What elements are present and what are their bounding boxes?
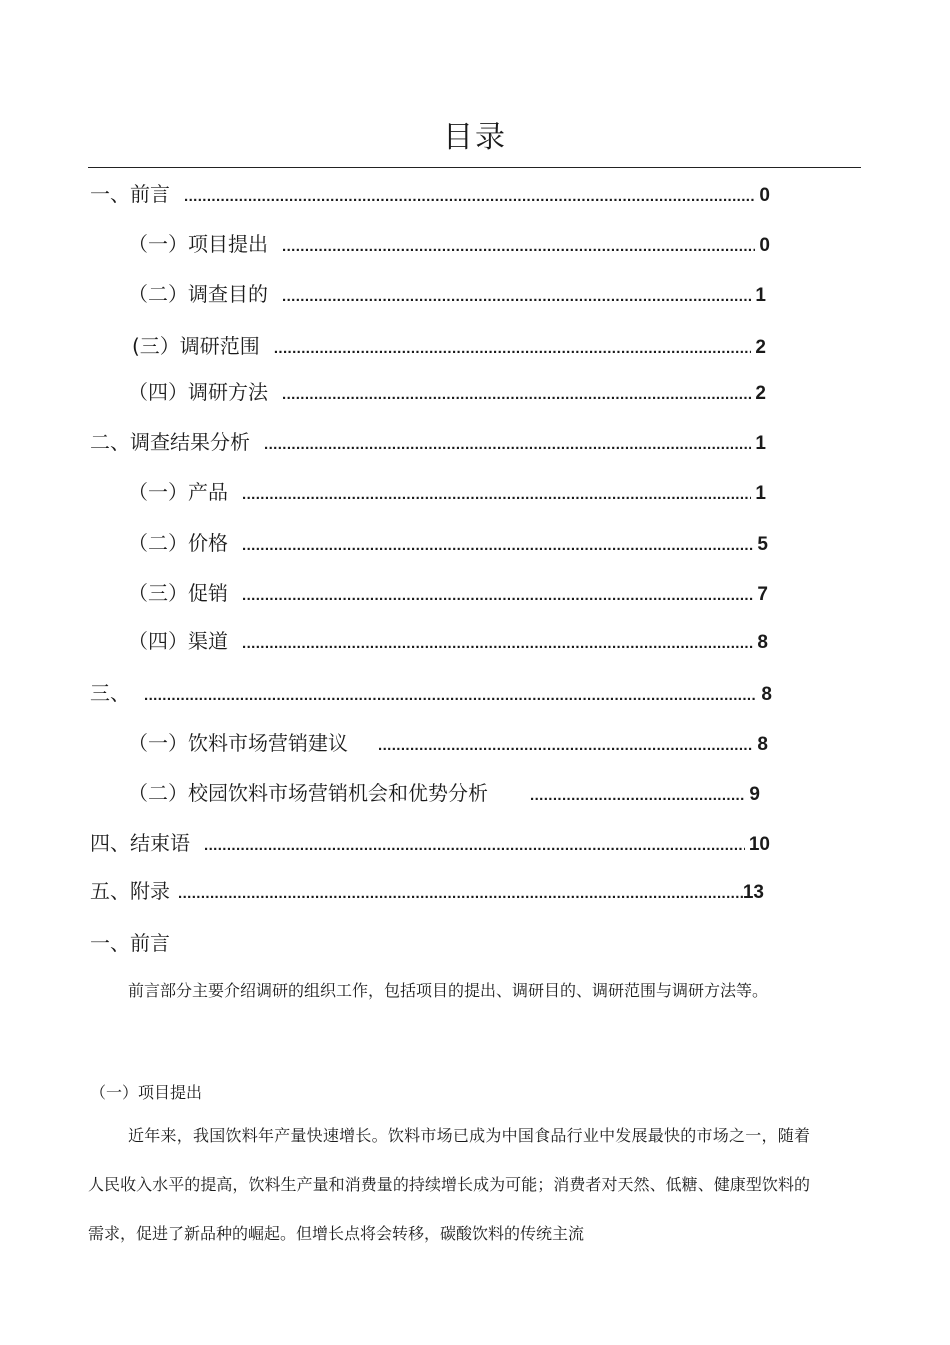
toc-entry-label: 一、前言 (90, 182, 170, 206)
toc-leader-dots (178, 885, 743, 902)
toc-leader-dots (264, 436, 751, 453)
toc-entry[interactable] (90, 677, 772, 707)
toc-leader-dots (242, 537, 753, 554)
toc-entry-label: （四）渠道 (128, 629, 228, 653)
toc-entry-page: 2 (755, 337, 766, 358)
toc-entry-page: 8 (761, 684, 772, 705)
toc-entry-label: （一）产品 (128, 480, 228, 504)
toc-entry-page: 7 (757, 584, 768, 605)
toc-entry-page: 9 (749, 784, 760, 805)
toc-entry[interactable] (128, 527, 768, 557)
toc-entry-label: （三）促销 (128, 581, 228, 605)
toc-entry-label: 四、结束语 (90, 831, 190, 855)
toc-entry[interactable] (128, 278, 766, 308)
toc-entry-page: 1 (755, 483, 766, 504)
toc-entry-label: （二）价格 (128, 531, 228, 555)
toc-leader-dots (184, 188, 755, 205)
toc-leader-dots (242, 635, 753, 652)
toc-leader-dots (242, 587, 753, 604)
toc-leader-dots (282, 238, 755, 255)
toc-entry-page: 10 (748, 834, 770, 855)
toc-entry[interactable] (90, 875, 764, 905)
body-paragraph: 近年来，我国饮料年产量快速增长。饮料市场已成为中国食品行业中发展最快的市场之一，随着人民收入水平的提高，饮料生产量和消费量的持续增长成为可能；消费者对天然、低糖、健康型饮料的需求，促进了新品种的崛起。但增长点将会转移，碳酸饮料的传统主流 (88, 1126, 810, 1243)
toc-leader-dots (282, 386, 751, 403)
toc-entry-page: 5 (757, 534, 768, 555)
toc-entry-page: 1 (755, 285, 766, 306)
toc-entry-page: 0 (759, 235, 770, 256)
toc-entry-label: （一）饮料市场营销建议 (128, 731, 348, 755)
toc-entry-label: 五、附录 (90, 879, 170, 903)
toc-leader-dots (242, 486, 751, 503)
toc-entry-label: 三、 (90, 681, 130, 705)
toc-leader-dots (274, 340, 752, 357)
toc-entry-page: 8 (757, 632, 768, 653)
toc-entry-page: 1 (755, 433, 766, 454)
toc-entry[interactable] (132, 330, 766, 360)
section-heading: 一、前言 (90, 931, 170, 955)
toc-leader-dots (144, 687, 757, 704)
toc-entry[interactable] (128, 376, 766, 406)
toc-entry-label: (三）调研范围 (132, 334, 260, 358)
toc-entry-page: 0 (759, 185, 770, 206)
toc-entry-page: 13 (742, 882, 764, 903)
toc-entry-label: 二、调查结果分析 (90, 430, 250, 454)
sub-heading: （一）项目提出 (90, 1083, 203, 1102)
toc-entry[interactable] (128, 476, 766, 506)
intro-paragraph: 前言部分主要介绍调研的组织工作，包括项目的提出、调研目的、调研范围与调研方法等。 (128, 981, 769, 1000)
toc-title: 目录 (443, 120, 507, 155)
toc-leader-dots (204, 837, 745, 854)
toc-entry-page: 2 (755, 383, 766, 404)
toc-entry-label: （四）调研方法 (128, 380, 268, 404)
toc-leader-dots (378, 737, 753, 754)
toc-entry[interactable] (128, 777, 760, 807)
toc-entry[interactable] (128, 577, 768, 607)
toc-entry-page: 8 (757, 734, 768, 755)
toc-entry[interactable] (90, 426, 766, 456)
toc-leader-dots (530, 787, 745, 804)
toc-leader-dots (282, 288, 751, 305)
toc-entry[interactable] (128, 625, 768, 655)
toc-entry[interactable] (128, 228, 770, 258)
toc-entry-label: （二）调查目的 (128, 282, 268, 306)
toc-entry[interactable] (90, 827, 770, 857)
toc-entry[interactable] (90, 178, 770, 208)
toc-entry-label: （一）项目提出 (128, 232, 268, 256)
toc-entry[interactable] (128, 727, 768, 757)
toc-title-rule (88, 167, 861, 168)
toc-entry-label: （二）校园饮料市场营销机会和优势分析 (128, 781, 488, 805)
